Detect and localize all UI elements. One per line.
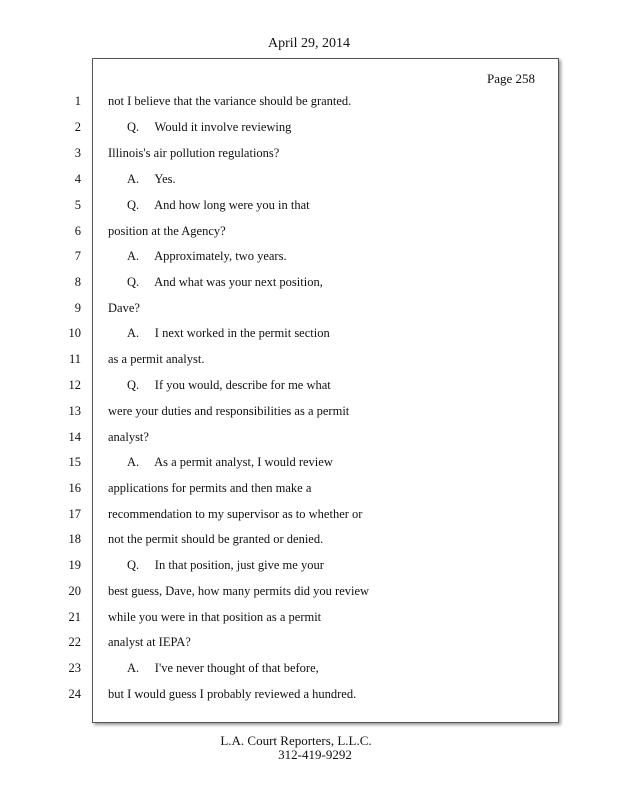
line-number: 17: [68, 507, 81, 521]
transcript-line: Q. And how long were you in that: [127, 198, 310, 212]
line-number: 16: [68, 481, 81, 495]
line-number: 22: [68, 635, 81, 649]
transcript-line: not the permit should be granted or denied.: [108, 532, 324, 546]
line-number: 4: [74, 172, 81, 186]
transcript-line: Q. Would it involve reviewing: [127, 120, 292, 134]
transcript-line: Q. And what was your next position,: [127, 275, 323, 289]
transcript-line: position at the Agency?: [108, 224, 226, 238]
line-number: 11: [68, 352, 81, 366]
footer-phone: 312-419-9292: [278, 747, 352, 762]
transcript-line: applications for permits and then make a: [108, 481, 312, 495]
transcript-line: analyst?: [108, 430, 149, 444]
transcript-line: best guess, Dave, how many permits did you review: [108, 584, 370, 598]
transcript-line: Q. If you would, describe for me what: [127, 378, 331, 392]
line-number: 24: [68, 687, 81, 701]
line-number: 9: [74, 301, 81, 315]
line-number: 7: [74, 249, 81, 263]
transcript-line: Q. In that position, just give me your: [127, 558, 324, 572]
line-number: 18: [68, 532, 81, 546]
transcript-line: but I would guess I probably reviewed a hundred.: [108, 687, 357, 701]
transcript-line: Dave?: [108, 301, 140, 315]
line-number: 10: [68, 326, 81, 340]
transcript-line: A. As a permit analyst, I would review: [127, 455, 333, 469]
line-number: 6: [74, 224, 81, 238]
line-number: 1: [74, 94, 81, 108]
transcript-line: recommendation to my supervisor as to whether or: [108, 507, 363, 521]
line-number: 15: [68, 455, 81, 469]
transcript-line: were your duties and responsibilities as a permit: [108, 404, 350, 418]
line-number: 2: [74, 120, 81, 134]
line-number: 13: [68, 404, 81, 418]
transcript-line: analyst at IEPA?: [108, 635, 191, 649]
line-number: 21: [68, 610, 81, 624]
line-number: 23: [68, 661, 81, 675]
transcript-date: April 29, 2014: [267, 36, 351, 51]
transcript-line: not I believe that the variance should be granted.: [108, 94, 352, 108]
line-number: 14: [68, 430, 81, 444]
line-number: 5: [74, 198, 81, 212]
line-number: 19: [68, 558, 81, 572]
transcript-line: while you were in that position as a permit: [108, 610, 322, 624]
line-number: 12: [68, 378, 81, 392]
line-number: 3: [74, 146, 81, 160]
transcript-line: as a permit analyst.: [108, 352, 205, 366]
line-number: 8: [74, 275, 81, 289]
line-number: 20: [68, 584, 81, 598]
transcript-line: A. Yes.: [127, 172, 176, 186]
transcript-line: A. I've never thought of that before,: [127, 661, 319, 675]
transcript-line: A. Approximately, two years.: [127, 249, 287, 263]
page-number: Page 258: [486, 71, 535, 86]
transcript-line: A. I next worked in the permit section: [127, 326, 330, 340]
footer-company: L.A. Court Reporters, L.L.C.: [220, 733, 372, 748]
transcript-line: Illinois's air pollution regulations?: [108, 146, 280, 160]
